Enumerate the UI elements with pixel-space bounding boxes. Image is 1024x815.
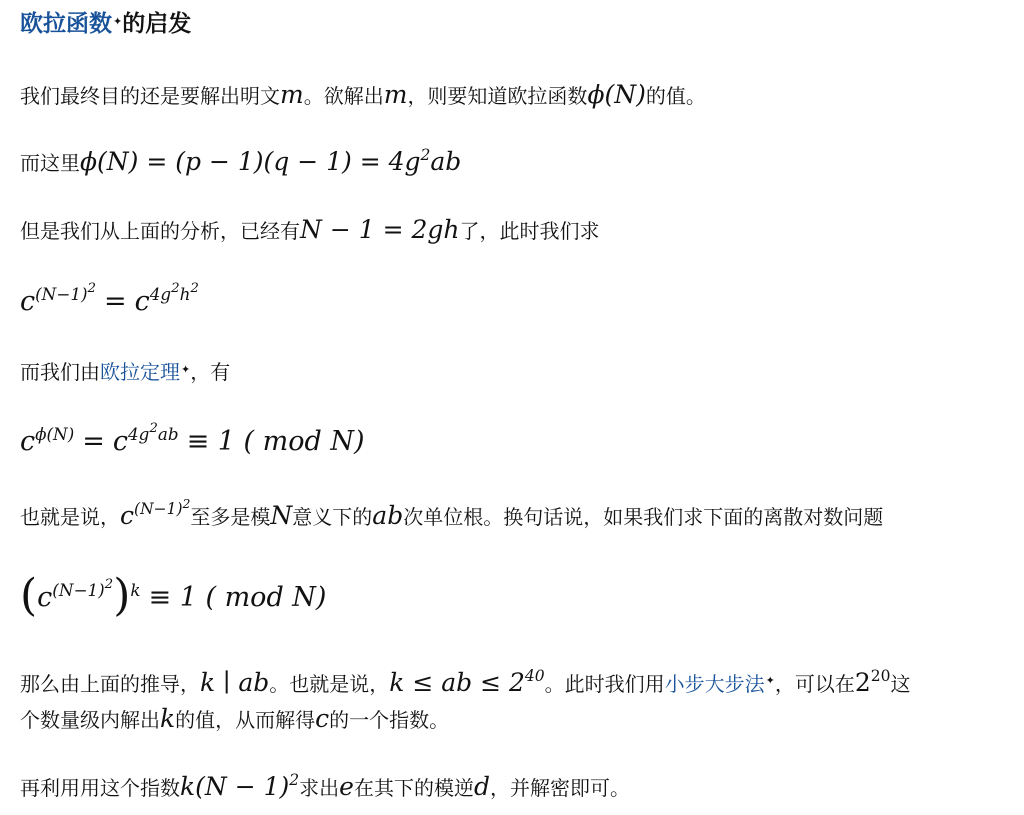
math-part: 2 bbox=[854, 668, 871, 697]
math-sup: 2 bbox=[104, 577, 114, 593]
heading-rest: 的启发 bbox=[122, 11, 192, 37]
paragraph-4 bbox=[20, 355, 1012, 389]
text: ，则要知道欧拉函数 bbox=[407, 84, 588, 108]
math-congruence: ≡ 1 ( mod N) bbox=[186, 426, 365, 457]
math-c: c bbox=[315, 704, 330, 733]
math-k-divides-ab: k ∣ ab bbox=[200, 668, 270, 697]
text: 再利用用这个指数 bbox=[20, 776, 180, 800]
math-exp: ab bbox=[157, 423, 179, 444]
math-part: ab bbox=[430, 147, 462, 176]
text: 至多是模 bbox=[190, 505, 271, 529]
math-sup: 20 bbox=[870, 667, 891, 686]
math-base: c bbox=[20, 426, 36, 457]
math-sup: 2 bbox=[289, 771, 300, 790]
equation-3 bbox=[20, 569, 327, 621]
text: 但是我们从上面的分析，已经有 bbox=[20, 219, 300, 243]
text: 也就是说， bbox=[20, 505, 120, 529]
paragraph-6 bbox=[20, 666, 1012, 701]
math-part: ϕ(N) = (p − 1)(q − 1) = 4g bbox=[80, 147, 421, 176]
math-paren: ) bbox=[113, 569, 131, 621]
equation-2 bbox=[20, 422, 365, 462]
math-sup: 2 bbox=[171, 281, 180, 297]
math-e: e bbox=[339, 772, 354, 801]
math-exp: (N−1) bbox=[52, 579, 105, 600]
math-exp: 4g bbox=[149, 283, 172, 304]
math-base: c bbox=[20, 286, 36, 317]
math-m: m bbox=[280, 80, 304, 109]
bsgs-link[interactable]: 小步大步法 bbox=[664, 672, 765, 696]
paragraph-6-continued bbox=[20, 702, 1012, 737]
text: 的值。 bbox=[645, 84, 706, 108]
math-base: c bbox=[120, 501, 135, 530]
text: 我们最终目的还是要解出明文 bbox=[20, 84, 280, 108]
text: 次单位根。换句话说，如果我们求下面的离散对数问题 bbox=[403, 505, 884, 529]
math-part: k(N − 1) bbox=[180, 772, 290, 801]
math-n: N bbox=[270, 501, 293, 530]
math-exp: ϕ(N) bbox=[35, 423, 75, 444]
math-d: d bbox=[473, 772, 490, 801]
math-exp: (N−1) bbox=[134, 500, 183, 519]
math-base: c bbox=[134, 286, 150, 317]
paragraph-2 bbox=[20, 145, 1012, 180]
math-k: k bbox=[160, 704, 176, 733]
math-c-power bbox=[120, 495, 191, 530]
math-sup: 2 bbox=[149, 421, 158, 437]
paragraph-5 bbox=[20, 495, 1012, 534]
math-sup: 2 bbox=[190, 281, 199, 297]
math-equals: = bbox=[104, 286, 127, 317]
math-base: c bbox=[37, 582, 53, 613]
text: ，可以在 bbox=[774, 672, 855, 696]
math-phi-n: ϕ(N) bbox=[587, 80, 646, 109]
text: 在其下的模逆 bbox=[353, 776, 474, 800]
math-sup: 2 bbox=[87, 281, 97, 297]
paragraph-1 bbox=[20, 78, 1012, 113]
section-heading bbox=[20, 6, 191, 42]
text: ，有 bbox=[190, 360, 231, 384]
sparkle-icon: ✦ bbox=[113, 15, 123, 28]
text: 了，此时我们求 bbox=[459, 219, 600, 243]
text: 。也就是说， bbox=[269, 672, 390, 696]
math-exp: (N−1) bbox=[35, 283, 88, 304]
math-k-n-1 bbox=[180, 772, 299, 801]
math-exp-k: k bbox=[130, 579, 141, 600]
math-phi-formula bbox=[80, 147, 461, 176]
math-exp: 4g bbox=[127, 423, 150, 444]
text: 。此时我们用 bbox=[544, 672, 665, 696]
paragraph-7 bbox=[20, 770, 1012, 805]
text: ，并解密即可。 bbox=[489, 776, 630, 800]
text: 的一个指数。 bbox=[329, 708, 450, 732]
text: 这 bbox=[890, 672, 911, 696]
euler-theorem-link[interactable]: 欧拉定理 bbox=[100, 360, 180, 384]
math-equals: = bbox=[82, 426, 105, 457]
math-paren: ( bbox=[20, 569, 38, 621]
text: 意义下的 bbox=[292, 505, 373, 529]
math-exp: h bbox=[179, 283, 191, 304]
math-sup: 2 bbox=[420, 146, 431, 165]
text: 。欲解出 bbox=[303, 84, 384, 108]
math-m: m bbox=[383, 80, 408, 109]
text: 而这里 bbox=[20, 151, 80, 175]
euler-function-link[interactable]: 欧拉函数 bbox=[20, 11, 112, 37]
text: 个数量级内解出 bbox=[20, 708, 160, 732]
math-congruence: ≡ 1 ( mod N) bbox=[148, 582, 327, 613]
paragraph-3 bbox=[20, 213, 1012, 248]
sparkle-icon: ✦ bbox=[181, 363, 191, 376]
text: 而我们由 bbox=[20, 360, 100, 384]
text: 求出 bbox=[299, 776, 340, 800]
sparkle-icon: ✦ bbox=[765, 674, 775, 687]
math-sup: 40 bbox=[524, 667, 545, 686]
math-k-bound bbox=[389, 668, 544, 697]
equation-1 bbox=[20, 282, 199, 322]
text: 那么由上面的推导， bbox=[20, 672, 200, 696]
math-base: c bbox=[112, 426, 128, 457]
math-ab: ab bbox=[372, 501, 404, 530]
math-sup: 2 bbox=[182, 495, 191, 511]
math-part: k ≤ ab ≤ 2 bbox=[389, 668, 525, 697]
math-2-20 bbox=[855, 668, 891, 697]
math-n-minus-1: N − 1 = 2gh bbox=[300, 215, 460, 244]
text: 的值，从而解得 bbox=[175, 708, 316, 732]
